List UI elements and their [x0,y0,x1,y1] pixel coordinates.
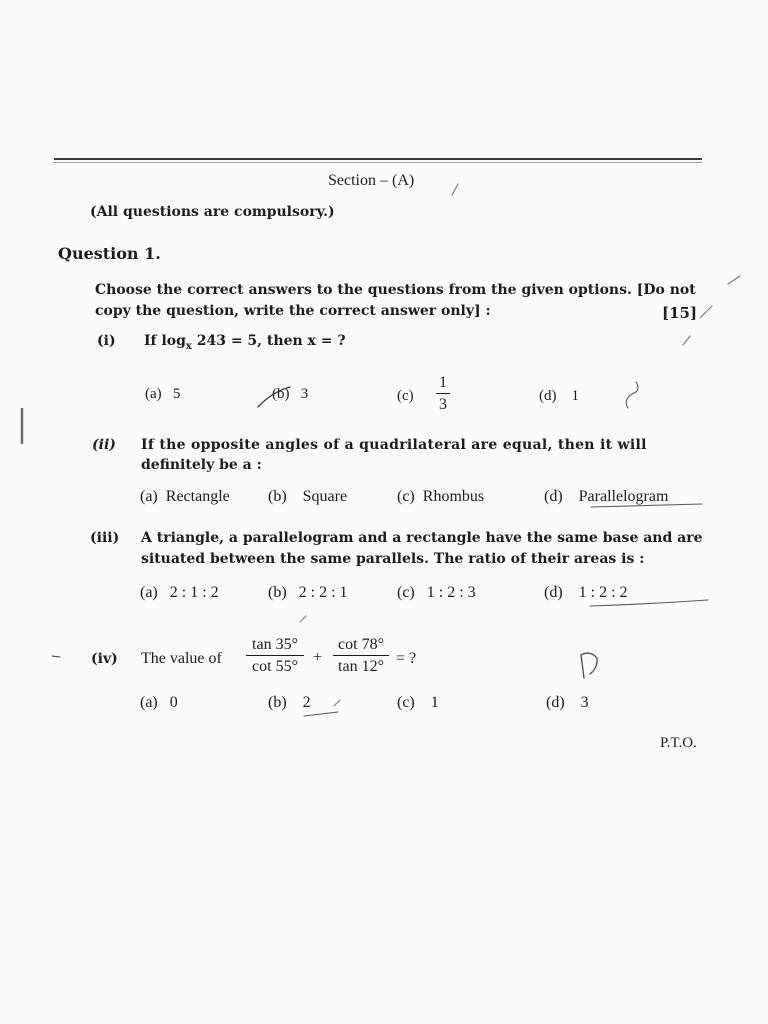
pencil-stroke-icon [683,336,690,345]
tick-mark-icon [334,700,340,706]
pencil-stroke-icon [728,276,740,284]
q1-text: If $\log_x 243 = 5$, then x = ? [144,333,346,352]
tick-mark-icon [452,184,458,195]
q3-option-a: (a) 2 : 1 : 2 [140,584,219,601]
q4-text-prefix: The value of [141,650,222,667]
q4-fraction-1-denominator: cot 55° [252,658,298,675]
underline-icon [304,712,338,716]
q3-line-1: A triangle, a parallelogram and a rectangle have the same base and are [141,530,703,546]
q1-option-a: (a) 5 [145,386,181,402]
dash-mark-icon [52,656,60,657]
q2-option-a: (a) Rectangle [140,488,230,505]
q4-fraction-1-numerator: tan 35° [252,636,298,653]
tick-mark-icon [626,382,638,408]
question-heading: Question 1. [58,244,161,263]
pencil-stroke-icon [300,616,306,622]
q4-plus-sign: + [313,649,323,666]
q2-option-d: (d) Parallelogram [544,488,669,505]
q3-number: (iii) [90,530,120,546]
handwritten-seven-icon [581,653,597,678]
q1-fraction-denominator: 3 [439,396,447,413]
underline-icon [591,504,702,507]
q1-number: (i) [97,333,116,349]
instruction: (All questions are compulsory.) [90,204,335,220]
q4-option-c: (c) 1 [397,694,439,711]
q4-option-d: (d) 3 [546,694,589,711]
q3-option-c: (c) 1 : 2 : 3 [397,584,476,601]
q3-line-2: situated between the same parallels. The ratio of their areas is : [141,551,645,567]
q4-text-suffix: = ? [396,650,417,667]
q2-option-b: (b) Square [268,488,348,505]
q1-option-d: (d) 1 [539,388,579,404]
tick-mark-icon [700,306,712,318]
q4-number: (iv) [91,651,118,667]
q1-option-b: (b) 3 [272,386,309,402]
directions-line-2: copy the question, write the correct answer only] : [95,303,491,319]
q3-option-d: (d) 1 : 2 : 2 [544,584,628,601]
answer-tick-icon [258,387,290,407]
q4-fraction-2-denominator: tan 12° [338,658,384,675]
q2-line-1: If the opposite angles of a quadrilateral are equal, then it will [141,437,647,453]
q1-fraction-numerator: 1 [439,374,447,391]
q3-option-b: (b) 2 : 2 : 1 [268,584,348,601]
q4-option-a: (a) 0 [140,694,178,711]
underline-icon [590,600,708,606]
q4-fraction-2-numerator: cot 78° [338,636,384,653]
q4-option-b: (b) 2 [268,694,311,711]
pto-footer: P.T.O. [660,735,697,751]
q2-line-2: definitely be a : [141,457,262,473]
q2-number: (ii) [92,437,116,453]
section-title: Section – (A) [328,172,415,189]
q1-option-c-label: (c) [397,388,414,404]
q2-option-c: (c) Rhombus [397,488,485,505]
marks: [15] [662,304,698,322]
directions-line-1: Choose the correct answers to the questions from the given options. [Do not [95,282,696,298]
